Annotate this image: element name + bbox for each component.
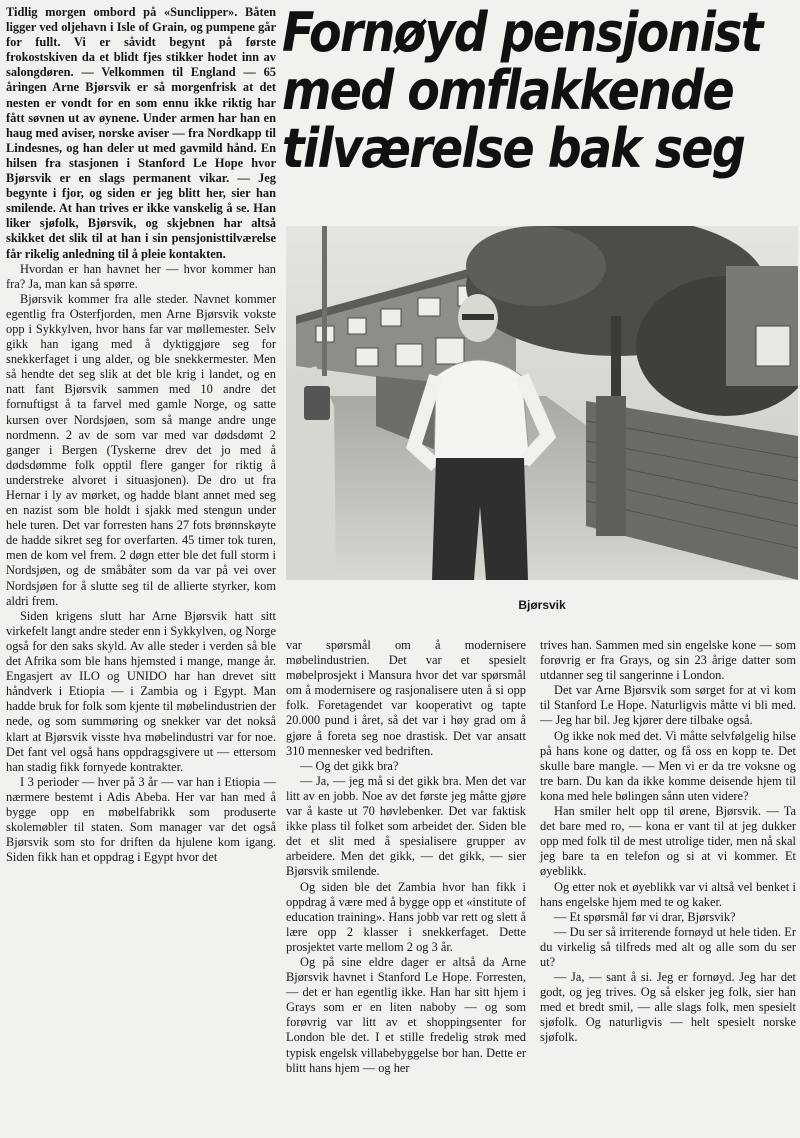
body-paragraph: var spørsmål om å modernisere møbelindustrien. Det var et spesielt møbelprosjekt i Mansura hvor det var spørsmål om å modernisere og rasjonalisere uten å si opp folk. Foretagendet var kooperativt og tapte 20.000 pund i året, så det var i høy grad om å gjøre å foreta seg noe drastisk. Det var ansatt 310 mennesker ved bedriften. xyxy=(286,638,526,758)
article-headline xyxy=(282,1,762,180)
body-paragraph: — Du ser så irriterende fornøyd ut hele tiden. Er du virkelig så tilfreds med alt og alle som du ser ut? xyxy=(540,924,796,969)
body-paragraph: Bjørsvik kommer fra alle steder. Navnet kommer egentlig fra Osterfjorden, men Arne Bjørsvik vokste opp i Sykkylven, hvor hans far var møllemester. Selv gikk han igang med å dyktiggjøre seg for snekkerfaget i ung alder, og ble snekkermester. Men så hendte det seg slik at det ble krig i landet, og en natt fant Bjørsvik sammen med 10 andre det fornuftigst å ta farvel med gamle Norge, og satte kursen over Nordsjøen, som så mange andre unge nordmenn. 2 av de som var med var dødsdømt 2 ganger i Bergen (Tyskerne drev det jo med å dødsdømme folk opptil flere ganger for riktig å understreke alvoret i situasjonen). De dro ut fra Hernar i ly av mørket, og hadde blant annet med seg en nazist som ble holdt i sjakk med stengun under hele turen. Det var forresten hans 27 fots brønnskøyte de hadde sikret seg for overfarten. 45 timer tok turen, men de kom vel frem. 2 døgn etter ble det full storm i Nordsjøen, og de småbåter som da var på vei over Nordsjøen for å slutte seg til de allierte styrker, kom aldri frem. xyxy=(6,291,276,608)
headline-line: Fornøyd pensjonist xyxy=(282,1,762,64)
article-photo xyxy=(286,226,798,580)
article-column-2 xyxy=(286,638,526,1076)
photo-illustration xyxy=(286,226,798,580)
headline-line: med omflakkende xyxy=(282,59,733,122)
body-paragraph: Hvordan er han havnet her — hvor kommer han fra? Ja, man kan så spørre. xyxy=(6,261,276,291)
body-paragraph: — Ja, — jeg må si det gikk bra. Men det var litt av en jobb. Noe av det første jeg måtte gjøre var å kaste ut 70 høvlebenker. Det var faktisk ikke plass til folket som arbeidet der. Siden ble det et slit med å spesialisere grupper av arbeidere. Men det gikk, — det gikk, — sier Bjørsvik smilende. xyxy=(286,773,526,879)
body-paragraph: — Og det gikk bra? xyxy=(300,758,399,773)
headline-line: tilværelse bak seg xyxy=(282,117,745,180)
body-paragraph: trives han. Sammen med sin engelske kone — som forøvrig er fra Grays, og sin 23 årige datter som utdanner seg til sangerinne i London. xyxy=(540,638,796,683)
body-paragraph: Han smiler helt opp til ørene, Bjørsvik. — Ta det bare med ro, — kona er vant til at jeg dukker opp med folk til de mest utrolige tider, men nå skal jeg bare ta en telefon og si at vi kommer. Et øyeblikk. xyxy=(540,804,796,879)
body-paragraph: Og ikke nok med det. Vi måtte selvfølgelig hilse på hans kone og datter, og få oss en kopp te. Det skulle bare mangle. — Men vi er da tre voksne og tre barn. Du kan da ikke komme deisende hjem til kona med hele bølingen sånn uten videre? xyxy=(540,728,796,803)
photo-caption: Bjørsvik xyxy=(518,598,566,612)
body-paragraph: Og på sine eldre dager er altså da Arne Bjørsvik havnet i Stanford Le Hope. Forresten, — det er han egentlig ikke. Han har sitt hjem i Grays som er en liten naboby — og som forøvrig var litt av et shoppingsenter for London ble det. I et stille fredelig strøk med typisk engelsk villabebyggelse bor han. Dette er blitt hans hjem — og her xyxy=(286,954,526,1075)
body-paragraph: Og etter nok et øyeblikk var vi altså vel benket i hans engelske hjem med te og kaker. xyxy=(540,879,796,909)
body-paragraph: — Ja, — sant å si. Jeg er fornøyd. Jeg har det godt, og jeg trives. Og så elsker jeg folk, sier han med et bredt smil, — alle slags folk, men spesielt sjøfolk. Og naturligvis — helt spesielt norske sjøfolk. xyxy=(540,970,796,1045)
article-column-1 xyxy=(6,5,276,865)
body-paragraph: I 3 perioder — hver på 3 år — var han i Etiopia — nærmere bestemt i Adis Abeba. Her var han med å bygge opp en møbelfabrikk som produserte skolemøbler til staten. Som manager var det også Bjørsvik som sto for driften da hjulene kom igang. Siden fikk han et oppdrag i Egypt hvor det xyxy=(6,774,276,865)
body-paragraph: — Et spørsmål før vi drar, Bjørsvik? xyxy=(554,909,736,924)
article-column-3 xyxy=(540,638,796,1046)
body-paragraph: Det var Arne Bjørsvik som sørget for at vi kom til Stanford Le Hope. Naturligvis måtte vi bli med. — Jeg har bil. Jeg kjører dere tilbake også. xyxy=(540,683,796,728)
body-paragraph: Siden krigens slutt har Arne Bjørsvik hatt sitt virkefelt langt andre steder enn i Sykkylven, og Norge også for den saks skyld. Av alle steder i verden så ble det Afrika som ble hans hjemsted i mange, mange år. Engasjert av ILO og UNIDO har han drevet sitt håndverk i Etiopia — i Zambia og i Egypt. Man hadde bruk for folk som kjente til møbelindustrien der nede, og som summøring og snekker var det nokså klart at Bjørsvik visste hva møbelindustri var for noe. Det fant vel også hans oppdragsgivere ut — ettersom han stadig fikk fornyede kontrakter. xyxy=(6,608,276,774)
lead-paragraph: Tidlig morgen ombord på «Sunclipper». Båten ligger ved oljehavn i Isle of Grain, og pumpene går for fullt. Vi er såvidt begynt på første frokostskiven da et blidt fjes stikker hodet inn av salongdøren. — Velkommen til England — 65 åringen Arne Bjørsvik er så morgenfrisk at det nesten er vondt for en som ennu ikke riktig har fått søvnen ut av øynene. Under armen har han en haug med aviser, norske aviser — fra Nordkapp til Lindesnes, og han deler ut med gavmild hånd. En hilsen fra stasjonen i Stanford Le Hope hvor Bjørsvik er en slags permanent vikar. — Jeg begynte i fjor, og siden er jeg blitt her, sier han smilende. At han trives er ikke vanskelig å se. Han liker sjøfolk, Bjørsvik, og skjebnen har altså skikket det slik til at han i sin pensjonisttilværelse får rikelig anledning til å pleie kontakten. xyxy=(6,5,276,261)
body-paragraph: Og siden ble det Zambia hvor han fikk i oppdrag å være med å bygge opp et «institute of education training». Hans jobb var rett og slett å lære opp 2 klasser i snekkerfaget. Dette prosjektet varte mellom 2 og 3 år. xyxy=(286,879,526,954)
